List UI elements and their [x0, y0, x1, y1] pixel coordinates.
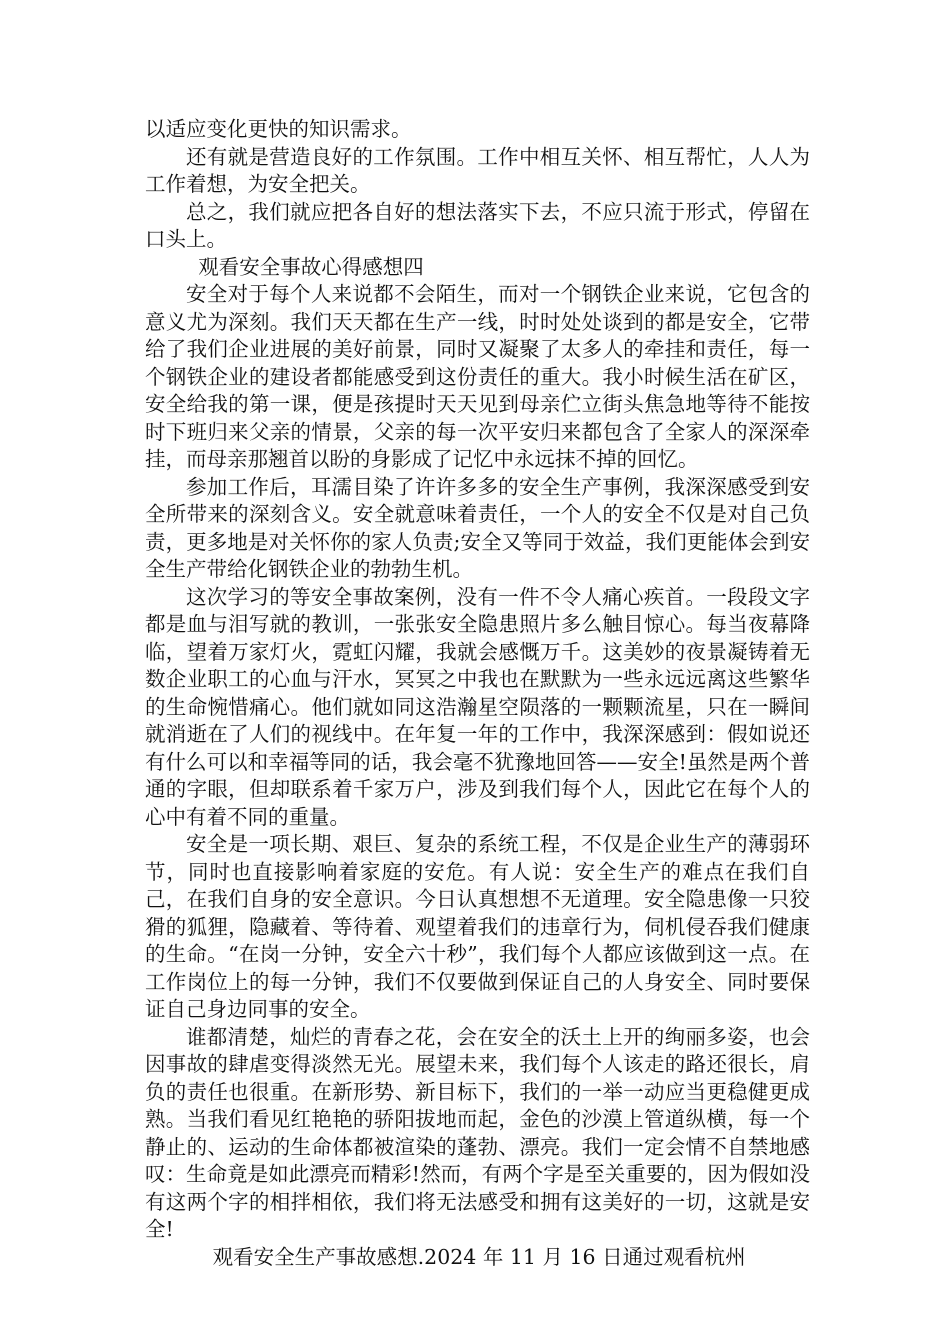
paragraph-continued: 以适应变化更快的知识需求。 — [145, 117, 412, 141]
paragraph: 安全对于每个人来说都不会陌生，而对一个钢铁企业来说，它包含的意义尤为深刻。我们天天都在生产一线，时时处处谈到的都是安全，它带给了我们企业进展的美好前景，同时又凝聚了太多人的牵挂和责任，每一个钢铁企业的建设者都能感受到这份责任的重大。我小时候生活在矿区，安全给我的第一课，便是孩提时天天见到母亲伫立街头焦急地等待不能按时下班归来父亲的情景，父亲的每一次平安归来都包含了全家人的深深牵挂，而母亲那翘首以盼的身影成了记忆中永远抹不掉的回忆。 — [145, 282, 810, 471]
paragraph: 谁都清楚，灿烂的青春之花，会在安全的沃土上开的绚丽多姿，也会因事故的肆虐变得淡然无光。展望未来，我们每个人该走的路还很长，肩负的责任也很重。在新形势、新目标下，我们的一举一动应当更稳健更成熟。当我们看见红艳艳的骄阳拔地而起，金色的沙漠上管道纵横，每一个静止的、运动的生命体都被渲染的蓬勃、漂亮。我们一定会情不自禁地感叹：生命竟是如此漂亮而精彩!然而，有两个字是至关重要的，因为假如没有这两个字的相拌相依，我们将无法感受和拥有这美好的一切，这就是安全! — [145, 1024, 810, 1241]
paragraph: 参加工作后，耳濡目染了许许多多的安全生产事例，我深深感受到安全所带来的深刻含义。安全就意味着责任，一个人的安全不仅是对自己负责，更多地是对关怀你的家人负责;安全又等同于效益，我们更能体会到安全生产带给化钢铁企业的勃勃生机。 — [145, 474, 810, 581]
document-page — [145, 116, 810, 1271]
paragraph: 还有就是营造良好的工作氛围。工作中相互关怀、相互帮忙，人人为工作着想，为安全把关。 — [145, 144, 810, 196]
paragraph-trailing: 观看安全生产事故感想.2024 年 11 月 16 日通过观看杭州 — [212, 1244, 746, 1269]
paragraph: 总之，我们就应把各自好的想法落实下去，不应只流于形式，停留在口头上。 — [145, 199, 810, 251]
section-heading: 观看安全事故心得感想四 — [198, 254, 424, 279]
paragraph: 这次学习的等安全事故案例，没有一件不令人痛心疾首。一段段文字都是血与泪写就的教训，一张张安全隐患照片多么触目惊心。每当夜幕降临，望着万家灯火，霓虹闪耀，我就会感慨万千。这美妙的夜景凝铸着无数企业职工的心血与汗水，冥冥之中我也在默默为一些永远远离这些繁华的生命惋惜痛心。他们就如同这浩瀚星空陨落的一颗颗流星，只在一瞬间就消逝在了人们的视线中。在年复一年的工作中，我深深感到：假如说还有什么可以和幸福等同的话，我会毫不犹豫地回答——安全!虽然是两个普通的字眼，但却联系着千家万户，涉及到我们每个人，因此它在每个人的心中有着不同的重量。 — [145, 584, 810, 829]
paragraph: 安全是一项长期、艰巨、复杂的系统工程，不仅是企业生产的薄弱环节，同时也直接影响着家庭的安危。有人说：安全生产的难点在我们自己，在我们自身的安全意识。今日认真想想不无道理。安全隐患像一只狡猾的狐狸，隐藏着、等待着、观望着我们的违章行为，伺机侵吞我们健康的生命。“在岗一分钟，安全六十秒”，我们每个人都应该做到这一点。在工作岗位上的每一分钟，我们不仅要做到保证自己的人身安全、同时要保证自己身边同事的安全。 — [145, 832, 810, 1021]
